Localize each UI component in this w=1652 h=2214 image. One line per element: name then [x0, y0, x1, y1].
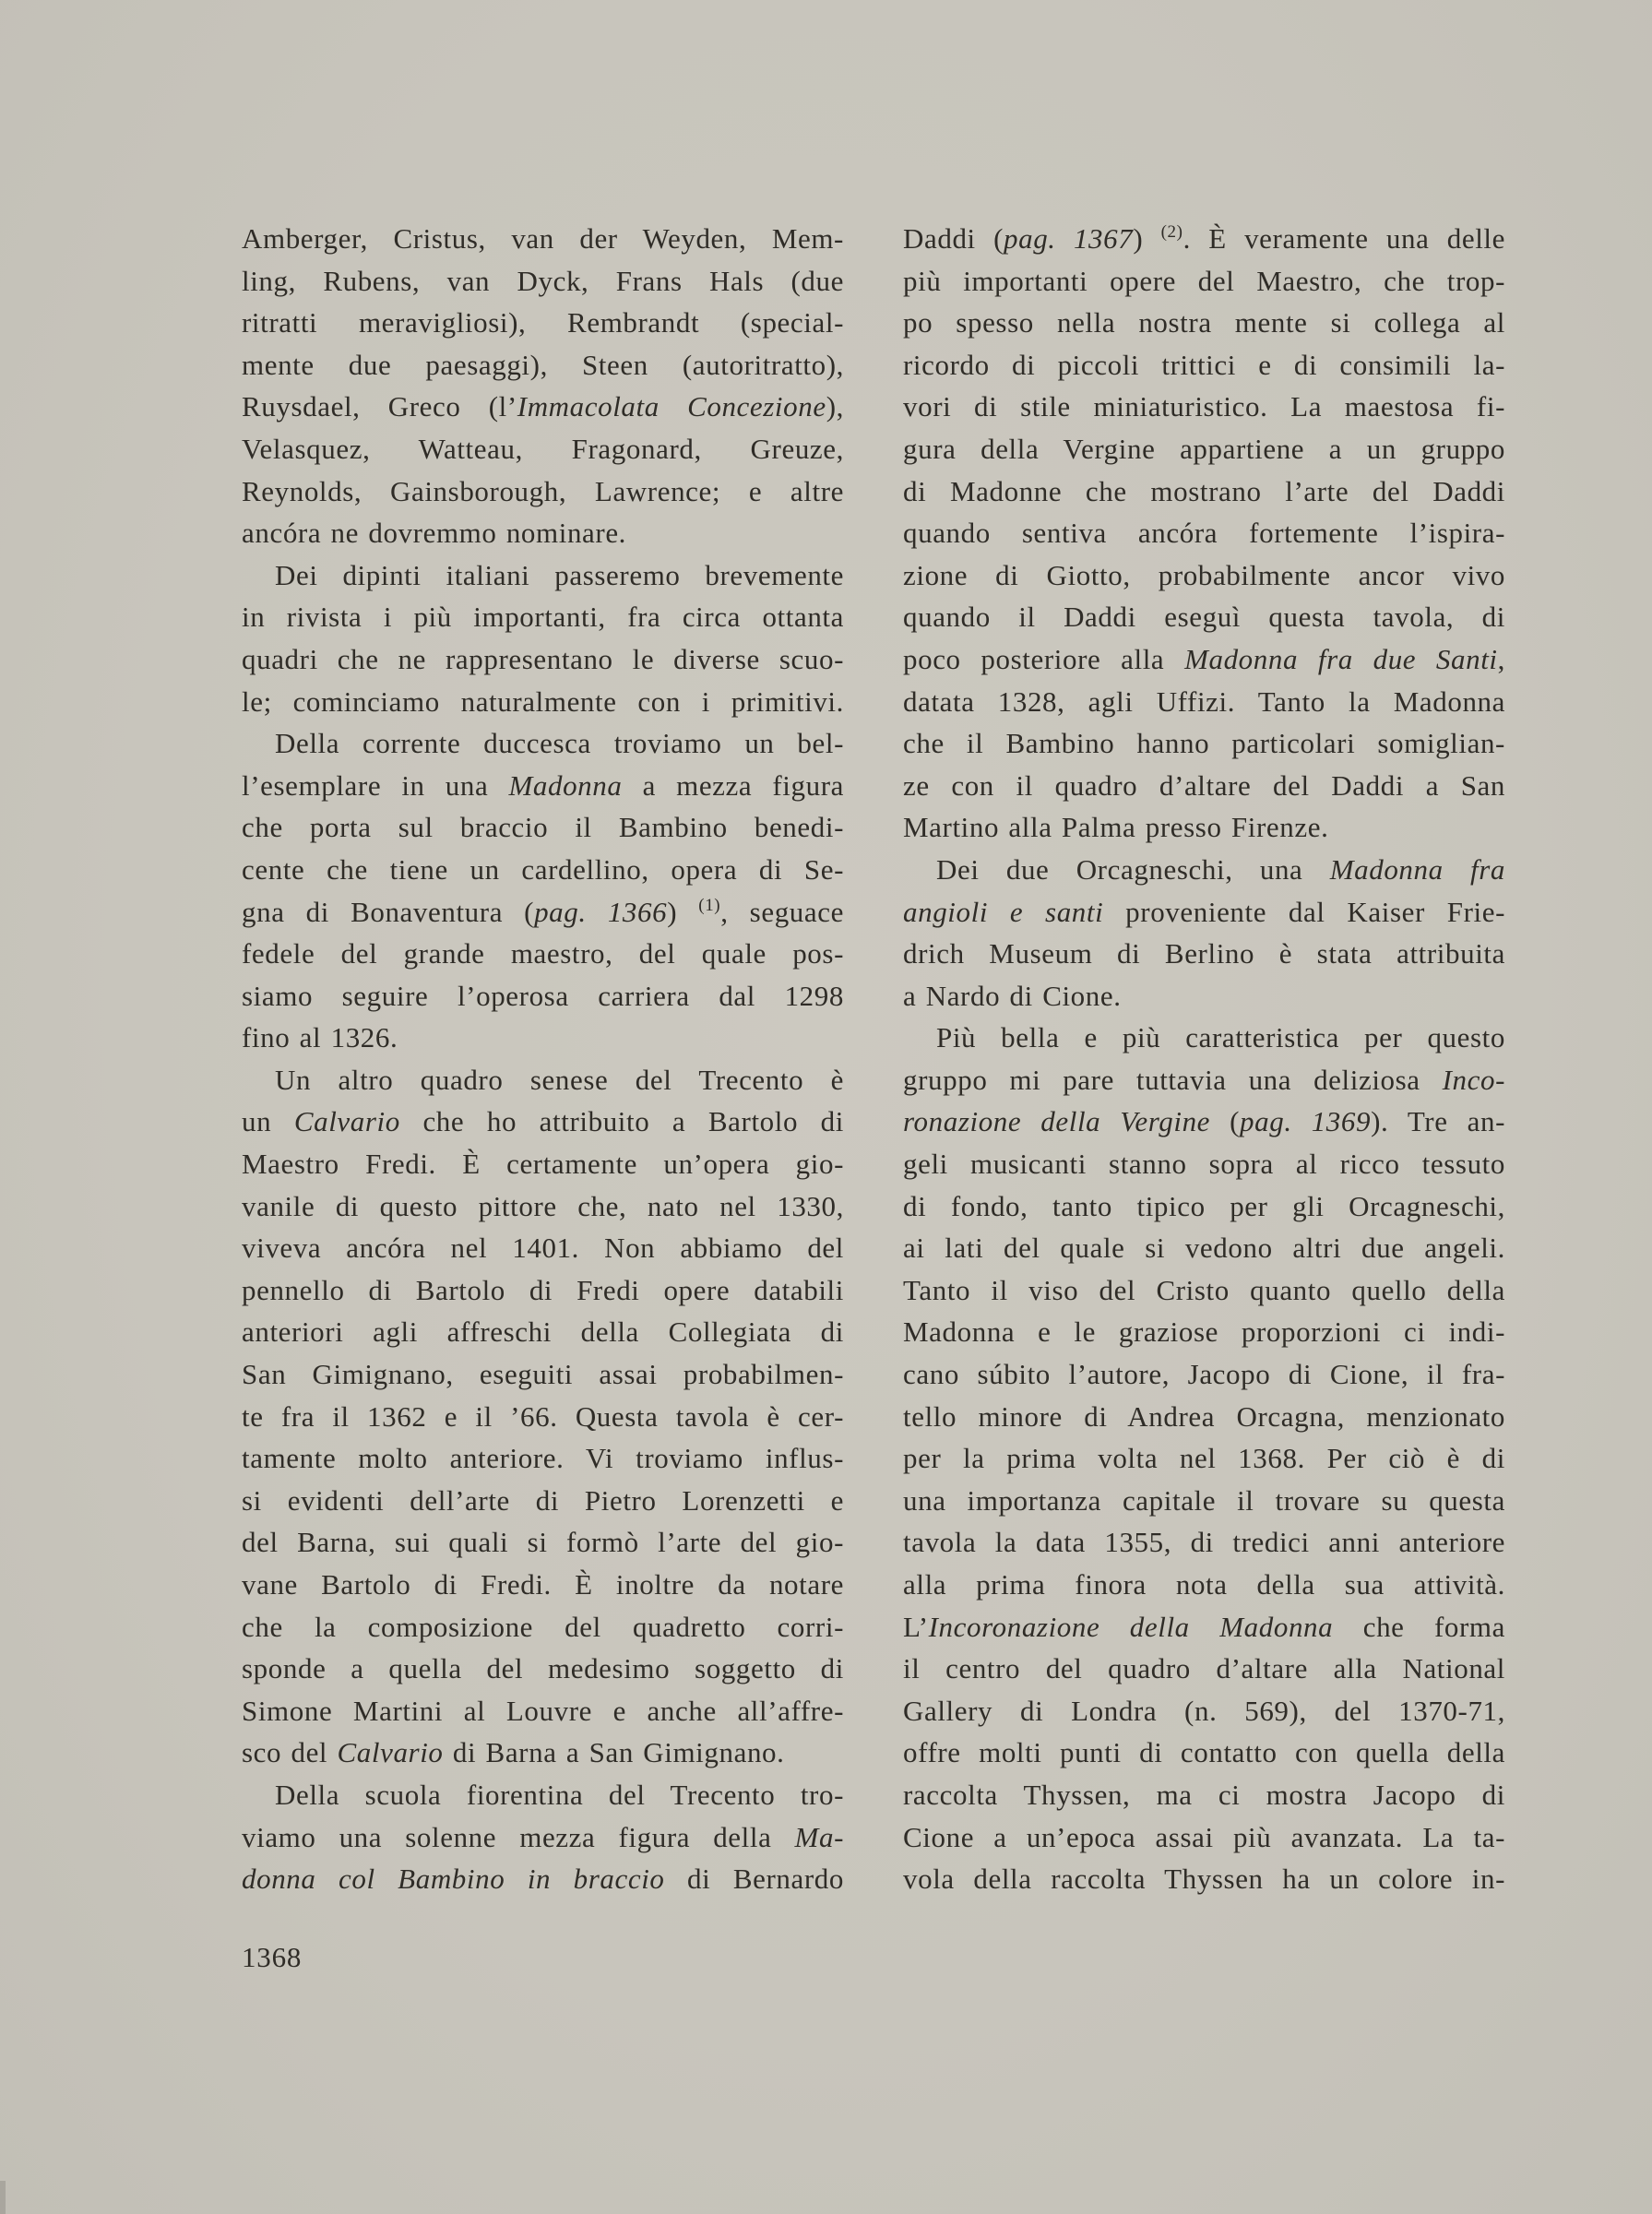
text-line: mente due paesaggi), Steen (autoritratto),: [242, 348, 844, 381]
text-line: donna col Bambino in braccio di Bernardo: [242, 1863, 844, 1896]
text-line: sco del Calvario di Barna a San Gimignano.: [242, 1736, 785, 1769]
text-line: ling, Rubens, van Dyck, Frans Hals (due: [242, 264, 844, 297]
text-line: quadri che ne rappresentano le diverse scuo-: [242, 642, 844, 675]
text-line: Daddi (pag. 1367) $^{(2)}$. È veramente una delle: [903, 222, 1505, 255]
text-line: Cione a un’epoca assai più avanzata. La ta-: [903, 1820, 1505, 1853]
text-line: datata 1328, agli Uffizi. Tanto la Madonna: [903, 684, 1505, 718]
text-line: per la prima volta nel 1368. Per ciò è di: [903, 1442, 1505, 1475]
text-line: di fondo, tanto tipico per gli Orcagneschi,: [903, 1189, 1505, 1222]
text-line: Reynolds, Gainsborough, Lawrence; e altre: [242, 474, 844, 507]
text-line: quando sentiva ancóra fortemente l’ispira-: [903, 517, 1505, 550]
text-line: ancóra ne dovremmo nominare.: [242, 517, 627, 550]
text-line: gna di Bonaventura (pag. 1366) $^{(1)}$, seguace: [242, 895, 844, 928]
text-line: po spesso nella nostra mente si collega al: [903, 306, 1505, 339]
text-line: di Madonne che mostrano l’arte del Daddi: [903, 474, 1505, 507]
text-line: L’Incoronazione della Madonna che forma: [903, 1610, 1505, 1643]
text-line: un Calvario che ho attribuito a Bartolo di: [242, 1105, 844, 1138]
text-line: ai lati del quale si vedono altri due angeli.: [903, 1232, 1505, 1265]
right-text-column: [903, 218, 1505, 1900]
text-line: Maestro Fredi. È certamente un’opera gio-: [242, 1148, 844, 1181]
text-line: una importanza capitale il trovare su questa: [903, 1483, 1505, 1517]
text-line: te fra il 1362 e il ’66. Questa tavola è cer-: [242, 1399, 844, 1433]
text-line: viamo una solenne mezza figura della Ma-: [242, 1820, 844, 1853]
text-line: Velasquez, Watteau, Fragonard, Greuze,: [242, 432, 844, 465]
text-line: Ruysdael, Greco (l’Immacolata Concezione),: [242, 390, 844, 423]
page-number: 1368: [242, 1941, 303, 1973]
text-line: tello minore di Andrea Orcagna, menzionato: [903, 1399, 1505, 1433]
text-line: del Barna, sui quali si formò l’arte del gio-: [242, 1526, 844, 1559]
text-line: Dei due Orcagneschi, una Madonna fra: [936, 852, 1505, 886]
text-line: poco posteriore alla Madonna fra due Santi,: [903, 642, 1505, 675]
text-line: Gallery di Londra (n. 569), del 1370-71,: [903, 1694, 1505, 1727]
text-line: zione di Giotto, probabilmente ancor vivo: [903, 558, 1505, 591]
text-line: tavola la data 1355, di tredici anni anteriore: [903, 1526, 1505, 1559]
text-line: raccolta Thyssen, ma ci mostra Jacopo di: [903, 1778, 1505, 1811]
text-line: fino al 1326.: [242, 1021, 398, 1054]
text-line: più importanti opere del Maestro, che trop-: [903, 264, 1505, 297]
text-line: l’esemplare in una Madonna a mezza figura: [242, 768, 844, 802]
text-line: drich Museum di Berlino è stata attribuita: [903, 937, 1505, 970]
text-line: si evidenti dell’arte di Pietro Lorenzetti e: [242, 1483, 844, 1517]
text-line: ze con il quadro d’altare del Daddi a San: [903, 768, 1505, 802]
text-line: ritratti meravigliosi), Rembrandt (special-: [242, 306, 844, 339]
text-line: ronazione della Vergine (pag. 1369). Tre an-: [903, 1105, 1505, 1138]
text-line: Dei dipinti italiani passeremo brevemente: [275, 558, 844, 591]
text-line: vori di stile miniaturistico. La maestosa fi-: [903, 390, 1505, 423]
text-line: Madonna e le graziose proporzioni ci indi-: [903, 1315, 1505, 1349]
text-line: Simone Martini al Louvre e anche all’affre-: [242, 1694, 844, 1727]
text-line: cente che tiene un cardellino, opera di Se-: [242, 852, 844, 886]
text-line: angioli e santi proveniente dal Kaiser Frie-: [903, 895, 1506, 928]
text-line: San Gimignano, eseguiti assai probabilmen-: [242, 1358, 844, 1391]
text-line: Martino alla Palma presso Firenze.: [903, 811, 1329, 844]
text-line: vanile di questo pittore che, nato nel 1330,: [242, 1189, 844, 1222]
text-line: gruppo mi pare tuttavia una deliziosa Inco-: [903, 1063, 1505, 1096]
text-line: vane Bartolo di Fredi. È inoltre da notare: [242, 1568, 844, 1601]
text-line: cano súbito l’autore, Jacopo di Cione, il fra-: [903, 1358, 1505, 1391]
text-line: Amberger, Cristus, van der Weyden, Mem-: [242, 222, 844, 255]
text-line: siamo seguire l’operosa carriera dal 1298: [242, 979, 844, 1012]
text-line: anteriori agli affreschi della Collegiata di: [242, 1315, 844, 1349]
text-line: gura della Vergine appartiene a un gruppo: [903, 432, 1505, 465]
text-line: sponde a quella del medesimo soggetto di: [242, 1652, 844, 1685]
text-line: il centro del quadro d’altare alla National: [903, 1652, 1505, 1685]
text-line: ricordo di piccoli trittici e di consimili la-: [903, 348, 1505, 381]
text-line: che la composizione del quadretto corri-: [242, 1610, 844, 1643]
text-line: a Nardo di Cione.: [903, 979, 1122, 1012]
text-line: tamente molto anteriore. Vi troviamo influs-: [242, 1442, 844, 1475]
text-line: viveva ancóra nel 1401. Non abbiamo del: [242, 1232, 844, 1265]
text-line: Un altro quadro senese del Trecento è: [275, 1063, 844, 1096]
scan-edge-mark: [0, 2181, 6, 2214]
text-line: che il Bambino hanno particolari somiglian-: [903, 727, 1505, 760]
text-line: fedele del grande maestro, del quale pos-: [242, 937, 844, 970]
text-line: in rivista i più importanti, fra circa ottanta: [242, 601, 844, 634]
text-line: Più bella e più caratteristica per questo: [936, 1021, 1505, 1054]
text-line: alla prima finora nota della sua attività.: [903, 1568, 1505, 1601]
text-line: pennello di Bartolo di Fredi opere databili: [242, 1273, 844, 1306]
text-line: offre molti punti di contatto con quella della: [903, 1736, 1505, 1769]
text-line: geli musicanti stanno sopra al ricco tessuto: [903, 1148, 1505, 1181]
text-line: quando il Daddi eseguì questa tavola, di: [903, 601, 1505, 634]
text-line: Della scuola fiorentina del Trecento tro-: [275, 1778, 844, 1811]
text-line: le; cominciamo naturalmente con i primitivi.: [242, 684, 844, 718]
text-line: che porta sul braccio il Bambino benedi-: [242, 811, 844, 844]
text-line: Della corrente duccesca troviamo un bel-: [275, 727, 844, 760]
left-text-column: [242, 218, 844, 1900]
text-line: Tanto il viso del Cristo quanto quello della: [903, 1273, 1505, 1306]
text-line: vola della raccolta Thyssen ha un colore in-: [903, 1863, 1505, 1896]
